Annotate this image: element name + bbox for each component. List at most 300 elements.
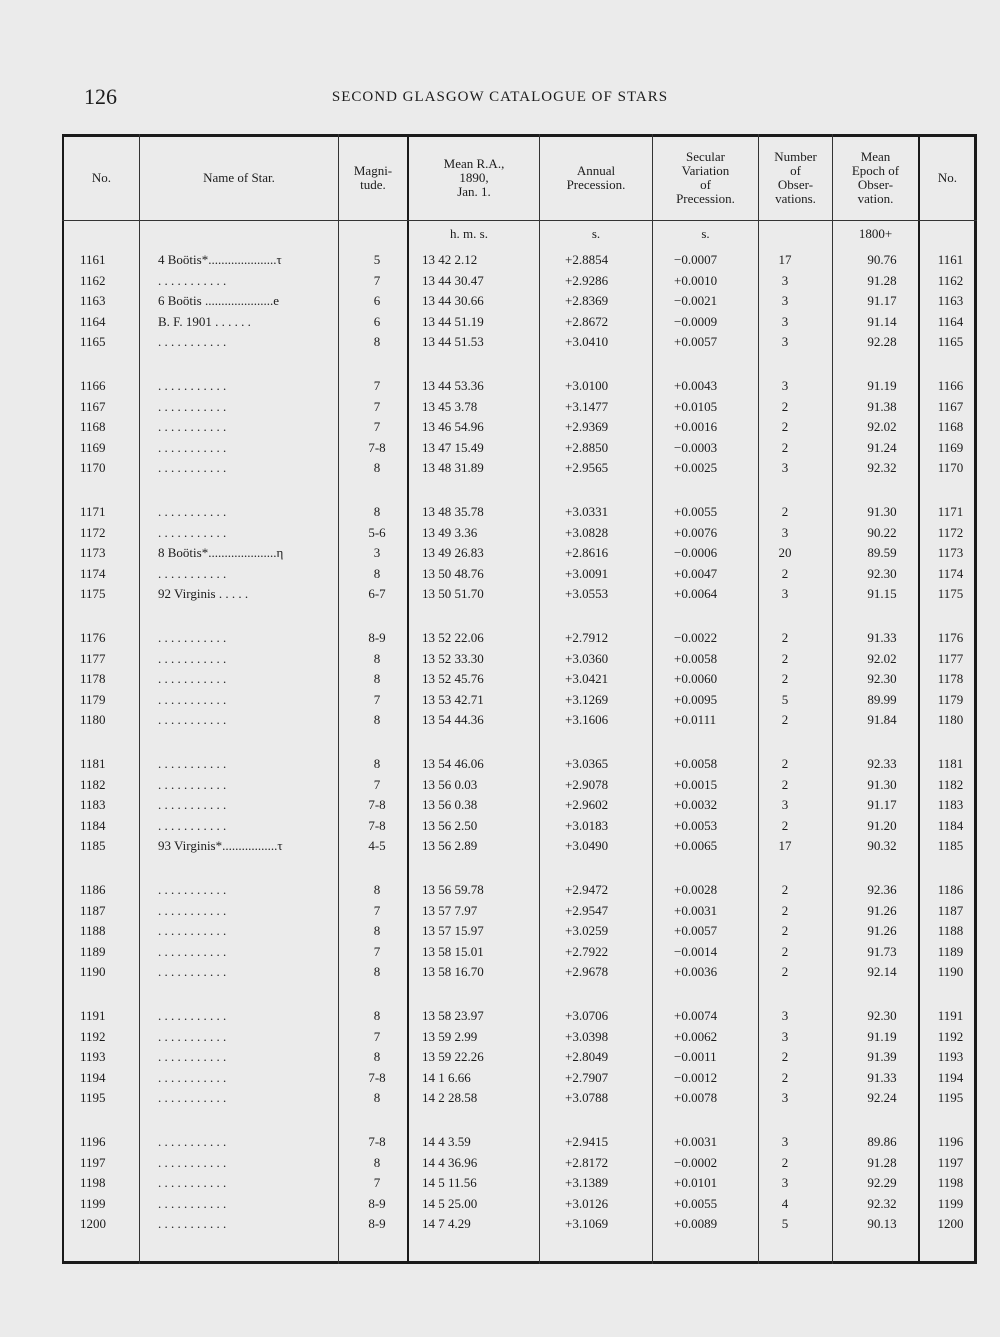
mean-epoch: 91.19 — [867, 1028, 897, 1044]
star-name: . . . . . . . . . . . — [158, 797, 227, 812]
mean-epoch: 92.02 — [867, 419, 897, 434]
page-number: 126 — [84, 84, 117, 109]
magnitude: 8 — [373, 964, 381, 979]
row-number-right: 1182 — [937, 776, 964, 792]
secular-variation: +0.0055 — [674, 504, 718, 519]
secular-variation: +0.0031 — [674, 1134, 718, 1149]
right-ascension: 13 59 2.99 — [422, 1028, 478, 1044]
row-number-right: 1163 — [937, 293, 964, 308]
magnitude: 7 — [373, 776, 381, 792]
right-ascension: 13 53 42.71 — [422, 691, 484, 707]
secular-variation: +0.0032 — [674, 797, 718, 812]
right-ascension: 13 54 44.36 — [422, 712, 484, 727]
star-name: . . . . . . . . . . . — [158, 1134, 227, 1149]
annual-precession: +2.9369 — [565, 419, 609, 434]
row-number: 1199 — [80, 1195, 106, 1211]
right-ascension: 14 4 36.96 — [422, 1154, 478, 1170]
annual-precession: +2.7922 — [565, 943, 609, 959]
row-number: 1186 — [80, 882, 106, 897]
row-number: 1170 — [80, 460, 106, 475]
magnitude: 8 — [373, 650, 381, 666]
row-number: 1167 — [80, 398, 106, 414]
magnitude: 5-6 — [368, 524, 386, 540]
unit-annual: s. — [591, 226, 601, 241]
observation-count: 2 — [781, 1069, 789, 1085]
annual-precession: +3.0553 — [565, 586, 609, 601]
right-ascension: 13 54 46.06 — [422, 756, 484, 771]
secular-variation: +0.0064 — [674, 586, 718, 601]
mean-epoch: 91.28 — [867, 1154, 897, 1170]
mean-epoch: 92.29 — [867, 1175, 897, 1190]
magnitude: 7 — [373, 1175, 381, 1190]
right-ascension: 14 4 3.59 — [422, 1134, 471, 1149]
row-number: 1175 — [80, 586, 106, 601]
observation-count: 3 — [781, 586, 789, 601]
mean-epoch: 92.28 — [867, 334, 897, 349]
row-number-right: 1190 — [937, 964, 964, 979]
table-row — [62, 314, 977, 334]
right-ascension: 13 44 30.47 — [422, 272, 484, 288]
secular-variation: +0.0015 — [674, 776, 718, 792]
star-name: . . . . . . . . . . . — [158, 712, 227, 727]
right-ascension: 13 49 3.36 — [422, 524, 478, 540]
annual-precession: +3.0365 — [565, 756, 609, 771]
mean-epoch: 90.22 — [867, 524, 897, 540]
secular-variation: −0.0003 — [674, 439, 718, 455]
table-row — [62, 1029, 977, 1049]
row-number: 1166 — [80, 378, 106, 393]
secular-variation: +0.0058 — [674, 650, 718, 666]
table-row — [62, 1196, 977, 1216]
observation-count: 3 — [781, 1134, 789, 1149]
observation-count: 3 — [781, 1028, 789, 1044]
annual-precession: +2.8172 — [565, 1154, 609, 1170]
observation-count: 2 — [781, 712, 789, 727]
table-row — [62, 777, 977, 797]
row-number: 1198 — [80, 1175, 106, 1190]
magnitude: 8 — [373, 1049, 381, 1064]
annual-precession: +2.9472 — [565, 882, 609, 897]
mean-epoch: 91.28 — [867, 272, 897, 288]
row-number: 1168 — [80, 419, 106, 434]
observation-count: 2 — [781, 504, 789, 519]
star-name: . . . . . . . . . . . — [158, 378, 227, 393]
mean-epoch: 92.30 — [867, 1008, 897, 1023]
row-number-right: 1174 — [937, 565, 964, 581]
row-number-right: 1197 — [937, 1154, 964, 1170]
header-name: Name of Star. — [203, 170, 275, 185]
mean-epoch: 89.99 — [867, 691, 897, 707]
header-epoch: Mean Epoch of Obser- vation. — [851, 149, 900, 206]
row-number: 1183 — [80, 797, 106, 812]
mean-epoch: 91.39 — [867, 1049, 897, 1064]
unit-ra: h. m. s. — [450, 226, 488, 241]
mean-epoch: 91.17 — [867, 797, 897, 812]
secular-variation: +0.0105 — [674, 398, 718, 414]
observation-count: 2 — [781, 1049, 789, 1064]
star-name: . . . . . . . . . . . — [158, 1090, 227, 1105]
right-ascension: 13 46 54.96 — [422, 419, 484, 434]
right-ascension: 13 56 59.78 — [422, 882, 484, 897]
secular-variation: +0.0028 — [674, 882, 718, 897]
secular-variation: +0.0043 — [674, 378, 718, 393]
table-row — [62, 651, 977, 671]
magnitude: 6-7 — [368, 586, 386, 601]
annual-precession: +2.9547 — [565, 902, 609, 918]
mean-epoch: 91.17 — [867, 293, 897, 308]
mean-epoch: 92.33 — [867, 756, 897, 771]
observation-count: 2 — [781, 964, 789, 979]
mean-epoch: 91.14 — [867, 313, 897, 329]
observation-count: 2 — [781, 1154, 789, 1170]
row-number-right: 1199 — [937, 1195, 964, 1211]
row-number: 1174 — [80, 565, 106, 581]
table-row — [62, 1175, 977, 1195]
mean-epoch: 90.32 — [867, 838, 897, 853]
right-ascension: 13 50 48.76 — [422, 565, 484, 581]
annual-precession: +2.9415 — [565, 1134, 609, 1149]
star-name: B. F. 1901 . . . . . . — [158, 313, 251, 329]
right-ascension: 13 58 23.97 — [422, 1008, 484, 1023]
table-row — [62, 692, 977, 712]
row-number: 1187 — [80, 902, 106, 918]
row-number-right: 1187 — [937, 902, 964, 918]
row-number-right: 1200 — [937, 1216, 964, 1231]
annual-precession: +2.8672 — [565, 313, 609, 329]
right-ascension: 13 52 45.76 — [422, 671, 484, 686]
star-name: . . . . . . . . . . . — [158, 504, 227, 519]
magnitude: 7-8 — [368, 797, 386, 812]
secular-variation: +0.0060 — [674, 671, 718, 686]
star-name: . . . . . . . . . . . — [158, 439, 227, 455]
annual-precession: +2.9078 — [565, 776, 609, 792]
annual-precession: +3.0126 — [565, 1195, 609, 1211]
row-number: 1179 — [80, 691, 106, 707]
star-name: 6 Boötis .....................e — [158, 293, 279, 308]
annual-precession: +2.9602 — [565, 797, 609, 812]
annual-precession: +3.0183 — [565, 817, 609, 833]
unit-secular: s. — [701, 226, 710, 241]
magnitude: 3 — [373, 545, 381, 560]
row-number-right: 1196 — [937, 1134, 964, 1149]
row-number: 1172 — [80, 524, 106, 540]
star-name: . . . . . . . . . . . — [158, 943, 227, 959]
table-row — [62, 273, 977, 293]
observation-count: 2 — [781, 398, 789, 414]
observation-count: 5 — [781, 1216, 789, 1231]
row-number: 1193 — [80, 1049, 106, 1064]
row-number: 1192 — [80, 1028, 106, 1044]
annual-precession: +2.8850 — [565, 439, 609, 455]
table-row — [62, 1155, 977, 1175]
observation-count: 3 — [781, 313, 789, 329]
secular-variation: −0.0009 — [674, 313, 718, 329]
row-number: 1177 — [80, 650, 106, 666]
row-number: 1162 — [80, 272, 106, 288]
row-number: 1165 — [80, 334, 106, 349]
table-row — [62, 944, 977, 964]
row-number-right: 1164 — [937, 313, 964, 329]
observation-count: 5 — [781, 691, 789, 707]
mean-epoch: 91.20 — [867, 817, 897, 833]
header-annual: Annual Precession. — [566, 163, 626, 192]
table-row — [62, 399, 977, 419]
right-ascension: 14 1 6.66 — [422, 1069, 471, 1085]
magnitude: 7 — [373, 943, 381, 959]
right-ascension: 13 58 15.01 — [422, 943, 484, 959]
mean-epoch: 92.14 — [867, 964, 897, 979]
row-number-right: 1167 — [937, 398, 964, 414]
annual-precession: +3.0360 — [565, 650, 609, 666]
header-observations: Number of Obser- vations. — [774, 149, 817, 206]
observation-count: 2 — [781, 756, 789, 771]
row-number-right: 1172 — [937, 524, 964, 540]
header-secular: Secular Variation of Precession. — [676, 149, 735, 206]
star-name: . . . . . . . . . . . — [158, 650, 227, 666]
annual-precession: +2.7912 — [565, 630, 609, 645]
row-number: 1169 — [80, 439, 106, 455]
observation-count: 2 — [781, 565, 789, 581]
observation-count: 17 — [778, 252, 792, 267]
right-ascension: 14 5 25.00 — [422, 1195, 478, 1211]
header-ra: Mean R.A., 1890, Jan. 1. — [443, 156, 505, 199]
mean-epoch: 90.13 — [867, 1216, 897, 1231]
table-row — [62, 460, 977, 480]
secular-variation: −0.0006 — [674, 545, 718, 560]
secular-variation: +0.0111 — [674, 712, 717, 727]
annual-precession: +3.0100 — [565, 378, 609, 393]
annual-precession: +3.0259 — [565, 923, 609, 938]
star-name: . . . . . . . . . . . — [158, 756, 227, 771]
right-ascension: 13 44 30.66 — [422, 293, 484, 308]
row-number-right: 1175 — [937, 586, 964, 601]
right-ascension: 13 44 53.36 — [422, 378, 484, 393]
table-row — [62, 671, 977, 691]
row-number-right: 1198 — [937, 1175, 964, 1190]
table-row — [62, 712, 977, 732]
row-number: 1200 — [80, 1216, 106, 1231]
magnitude: 7-8 — [368, 1069, 386, 1085]
row-number: 1195 — [80, 1090, 106, 1105]
mean-epoch: 92.36 — [867, 882, 897, 897]
magnitude: 8 — [373, 504, 381, 519]
magnitude: 7-8 — [368, 1134, 386, 1149]
row-number-right: 1173 — [937, 545, 964, 560]
secular-variation: +0.0055 — [674, 1195, 718, 1211]
running-head: SECOND GLASGOW CATALOGUE OF STARS — [331, 89, 669, 105]
row-number: 1173 — [80, 545, 106, 560]
row-number-right: 1195 — [937, 1090, 964, 1105]
observation-count: 3 — [781, 293, 789, 308]
unit-epoch: 1800+ — [858, 226, 893, 241]
annual-precession: +3.1069 — [565, 1216, 609, 1231]
table-row — [62, 797, 977, 817]
right-ascension: 13 57 15.97 — [422, 923, 484, 938]
observation-count: 2 — [781, 439, 789, 455]
annual-precession: +3.0398 — [565, 1028, 609, 1044]
mean-epoch: 91.30 — [867, 504, 897, 519]
right-ascension: 13 56 2.50 — [422, 817, 478, 833]
mean-epoch: 91.24 — [867, 439, 897, 455]
header-rule — [62, 220, 977, 221]
secular-variation: +0.0089 — [674, 1216, 718, 1231]
secular-variation: −0.0011 — [674, 1049, 717, 1064]
magnitude: 8-9 — [368, 630, 386, 645]
magnitude: 7 — [373, 902, 381, 918]
secular-variation: +0.0076 — [674, 524, 718, 540]
magnitude: 7 — [373, 1028, 381, 1044]
row-number-right: 1191 — [937, 1008, 964, 1023]
row-number: 1189 — [80, 943, 106, 959]
observation-count: 2 — [781, 882, 789, 897]
magnitude: 5 — [373, 252, 381, 267]
magnitude: 7 — [373, 398, 381, 414]
right-ascension: 13 48 31.89 — [422, 460, 484, 475]
right-ascension: 13 56 0.03 — [422, 776, 478, 792]
row-number: 1164 — [80, 313, 106, 329]
mean-epoch: 92.24 — [867, 1090, 897, 1105]
header-magnitude: Magni- tude. — [353, 163, 393, 192]
star-name: . . . . . . . . . . . — [158, 1216, 227, 1231]
annual-precession: +2.7907 — [565, 1069, 609, 1085]
magnitude: 7 — [373, 419, 381, 434]
star-name: . . . . . . . . . . . — [158, 1008, 227, 1023]
row-number-right: 1165 — [937, 334, 964, 349]
secular-variation: +0.0010 — [674, 272, 718, 288]
secular-variation: +0.0058 — [674, 756, 718, 771]
secular-variation: +0.0074 — [674, 1008, 718, 1023]
magnitude: 8 — [373, 1154, 381, 1170]
row-number-right: 1169 — [937, 439, 964, 455]
star-name: . . . . . . . . . . . — [158, 1195, 227, 1211]
mean-epoch: 91.33 — [867, 630, 897, 645]
star-name: . . . . . . . . . . . — [158, 334, 227, 349]
right-ascension: 13 58 16.70 — [422, 964, 484, 979]
row-number-right: 1188 — [937, 923, 964, 938]
star-name: . . . . . . . . . . . — [158, 882, 227, 897]
secular-variation: −0.0021 — [674, 293, 718, 308]
row-number: 1194 — [80, 1069, 106, 1085]
magnitude: 8 — [373, 671, 381, 686]
secular-variation: +0.0031 — [674, 902, 718, 918]
right-ascension: 13 52 22.06 — [422, 630, 484, 645]
table-row — [62, 586, 977, 606]
right-ascension: 14 2 28.58 — [422, 1090, 478, 1105]
star-name: . . . . . . . . . . . — [158, 460, 227, 475]
right-ascension: 13 44 51.19 — [422, 313, 484, 329]
annual-precession: +3.1477 — [565, 398, 609, 414]
star-name: . . . . . . . . . . . — [158, 1049, 227, 1064]
star-name: . . . . . . . . . . . — [158, 1154, 227, 1170]
secular-variation: +0.0016 — [674, 419, 718, 434]
mean-epoch: 91.19 — [867, 378, 897, 393]
observation-count: 20 — [778, 545, 792, 560]
observation-count: 4 — [781, 1195, 789, 1211]
annual-precession: +2.8049 — [565, 1049, 609, 1064]
observation-count: 2 — [781, 817, 789, 833]
row-number: 1178 — [80, 671, 106, 686]
annual-precession: +2.9286 — [565, 272, 609, 288]
table-row — [62, 252, 977, 272]
right-ascension: 13 56 2.89 — [422, 838, 478, 853]
row-number: 1190 — [80, 964, 106, 979]
magnitude: 4-5 — [368, 838, 386, 853]
table-row — [62, 566, 977, 586]
right-ascension: 13 59 22.26 — [422, 1049, 484, 1064]
table-row — [62, 756, 977, 776]
annual-precession: +3.0828 — [565, 524, 609, 540]
magnitude: 8 — [373, 565, 381, 581]
star-name: 8 Boötis*.....................η — [158, 545, 284, 560]
magnitude: 7 — [373, 378, 381, 393]
secular-variation: −0.0002 — [674, 1154, 718, 1170]
row-number-right: 1170 — [937, 460, 964, 475]
magnitude: 7-8 — [368, 439, 386, 455]
star-name: . . . . . . . . . . . — [158, 272, 227, 288]
table-row — [62, 882, 977, 902]
annual-precession: +2.9678 — [565, 964, 609, 979]
row-number-right: 1166 — [937, 378, 964, 393]
row-number-right: 1185 — [937, 838, 964, 853]
observation-count: 2 — [781, 902, 789, 918]
secular-variation: +0.0053 — [674, 817, 718, 833]
mean-epoch: 92.30 — [867, 565, 897, 581]
observation-count: 3 — [781, 272, 789, 288]
annual-precession: +2.8854 — [565, 252, 609, 267]
row-number-right: 1189 — [937, 943, 964, 959]
star-name: . . . . . . . . . . . — [158, 419, 227, 434]
annual-precession: +2.8369 — [565, 293, 609, 308]
magnitude: 6 — [373, 293, 381, 308]
magnitude: 6 — [373, 313, 381, 329]
annual-precession: +3.0788 — [565, 1090, 609, 1105]
row-number-right: 1176 — [937, 630, 964, 645]
right-ascension: 13 57 7.97 — [422, 902, 478, 918]
star-name: 92 Virginis . . . . . — [158, 586, 249, 601]
table-row — [62, 504, 977, 524]
right-ascension: 13 56 0.38 — [422, 797, 478, 812]
secular-variation: −0.0014 — [674, 943, 718, 959]
magnitude: 7 — [373, 272, 381, 288]
observation-count: 3 — [781, 1090, 789, 1105]
star-name: . . . . . . . . . . . — [158, 1028, 227, 1044]
row-number-right: 1179 — [937, 691, 964, 707]
row-number: 1188 — [80, 923, 106, 938]
secular-variation: +0.0025 — [674, 460, 718, 475]
observation-count: 17 — [778, 838, 792, 853]
row-number: 1163 — [80, 293, 106, 308]
row-number-right: 1181 — [937, 756, 964, 771]
row-number: 1196 — [80, 1134, 106, 1149]
observation-count: 3 — [781, 334, 789, 349]
mean-epoch: 92.30 — [867, 671, 897, 686]
magnitude: 8-9 — [368, 1195, 386, 1211]
row-number: 1185 — [80, 838, 106, 853]
secular-variation: −0.0022 — [674, 630, 718, 645]
mean-epoch: 91.84 — [867, 712, 897, 727]
star-name: . . . . . . . . . . . — [158, 1069, 227, 1085]
table-row — [62, 1008, 977, 1028]
star-name: . . . . . . . . . . . — [158, 902, 227, 918]
magnitude: 8 — [373, 1090, 381, 1105]
star-name: . . . . . . . . . . . — [158, 817, 227, 833]
header-no: No. — [91, 170, 112, 185]
annual-precession: +2.8616 — [565, 545, 609, 560]
observation-count: 3 — [781, 460, 789, 475]
magnitude: 8 — [373, 1008, 381, 1023]
row-number-right: 1184 — [937, 817, 964, 833]
right-ascension: 13 44 51.53 — [422, 334, 484, 349]
